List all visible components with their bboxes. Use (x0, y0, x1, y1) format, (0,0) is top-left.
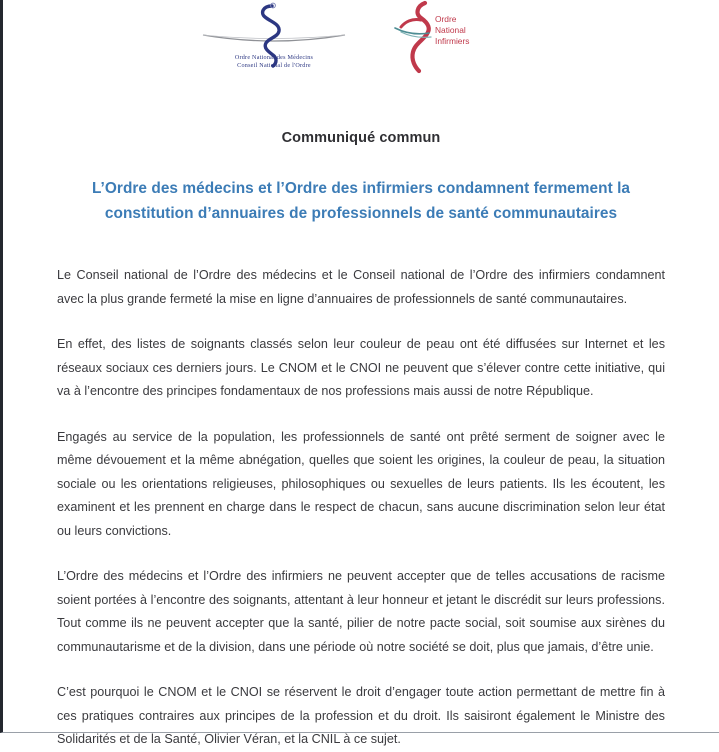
cnom-logo-line2: Conseil National de l'Ordre (237, 63, 311, 69)
oni-logo-line1: Ordre (435, 14, 457, 24)
paragraph: Engagés au service de la population, les professionnels de santé ont prêté serment de soigner avec le même dévouement et la même abnégation, quelles que soient les origines, la couleur de peau, la situation sociale ou les orientations religieuses, philosophiques ou sexuelles de leurs patients. Ils les écoutent, les examinent et les prennent en charge dans le respect de chacun, sans aucune discrimination selon leur état ou leurs convictions. (57, 429, 665, 538)
paragraph: L’Ordre des médecins et l’Ordre des infirmiers ne peuvent accepter que de telles accusations de racisme soient portées à l’encontre des soignants, attentant à leur honneur et jetant le discrédit sur leurs professions. Tout comme ils ne peuvent accepter que la santé, pilier de notre pacte social, soit soumise aux sirènes du communautarisme et de la division, dans une période où notre société se doit, plus que jamais, d’être unie. (57, 569, 665, 654)
oni-logo-line2: National (435, 25, 466, 35)
headline (83, 176, 639, 226)
oni-logo-line3: Infirmiers (435, 36, 470, 46)
headline-line-2: constitution d’annuaires de professionnels de santé communautaires (104, 205, 618, 222)
headline-line-1: L’Ordre des médecins et l’Ordre des infirmiers condamnent fermement la (91, 180, 631, 197)
paragraph: Le Conseil national de l’Ordre des médecins et le Conseil national de l’Ordre des infirmiers condamnent avec la plus grande fermeté la mise en ligne d’annuaires de professionnels de santé communautaires. (57, 268, 665, 306)
paragraph: C’est pourquoi le CNOM et le CNOI se réservent le droit d’engager toute action permettant de mettre fin à ces pratiques contraires aux principes de la profession et du droit. Ils saisiront également le Ministre des Solidarités et de la Santé, Olivier Véran, et la CNIL à ce sujet. (57, 685, 665, 746)
oni-figure-icon (379, 0, 487, 74)
cnom-caduceus-icon (199, 2, 349, 74)
cnom-logo (199, 2, 349, 74)
oni-logo (379, 0, 487, 74)
page-title: Communiqué commun (281, 130, 441, 146)
body-copy (57, 264, 665, 752)
logo-header (3, 0, 719, 86)
cnom-logo-line1: Ordre National des Médecins (234, 55, 314, 61)
paragraph: En effet, des listes de soignants classés selon leur couleur de peau ont été diffusées sur Internet et les réseaux sociaux ces derniers jours. Le CNOM et le CNOI ne peuvent que s’élever contre cette initiative, qui va à l’encontre des principes fondamentaux de nos professions mais aussi de notre République. (57, 337, 665, 398)
